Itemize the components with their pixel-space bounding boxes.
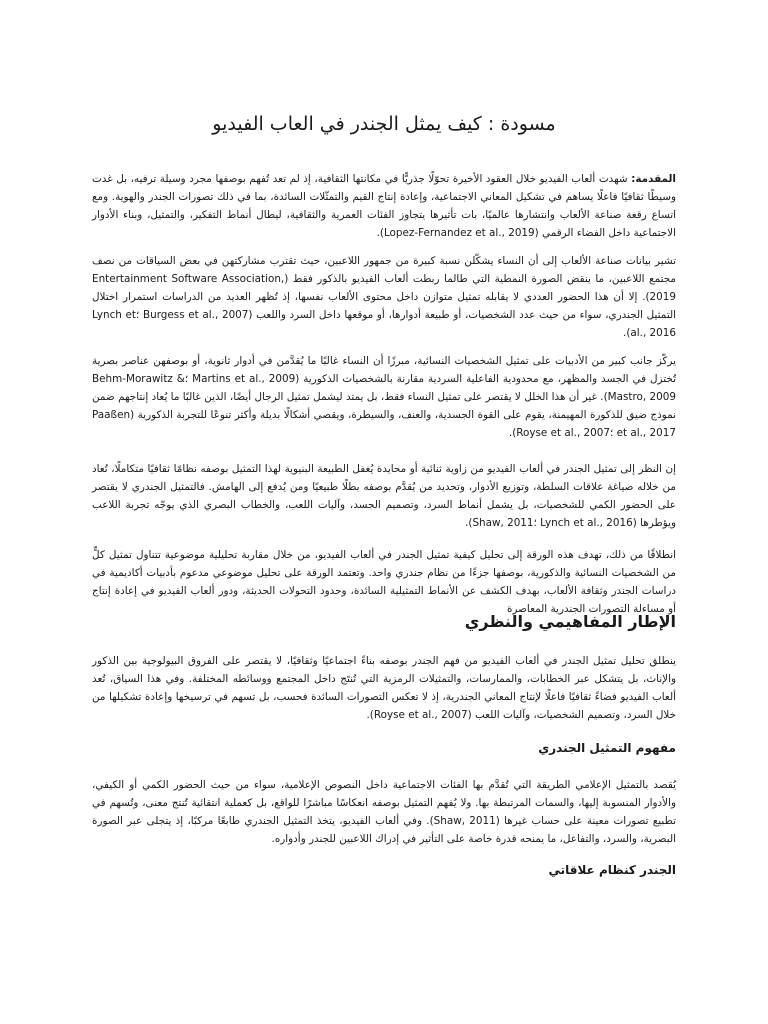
intro-paragraph	[92, 170, 676, 242]
document-title: مسودة : كيف يمثل الجندر في العاب الفيديو	[212, 113, 556, 135]
paragraph-2: تشير بيانات صناعة الألعاب إلى أن النساء يشكّلن نسبة كبيرة من جمهور اللاعبين، حيث تقترب مشاركتهن في بعض السياقات من نصف مجتمع اللاعبين، ما ينقض الصورة النمطية التي طالما ربطت ألعاب الفيديو بالذكور فقط (Entertainment Software Association, 2019). إلا أن هذا الحضور العددي لا يقابله تمثيل متوازن داخل محتوى الألعاب نفسها، إذ تُظهر العديد من الدراسات استمرار اختلال التمثيل الجندري، سواء من حيث عدد الشخصيات، أو طبيعة أدوارها، أو موقعها داخل السرد واللعب (Burgess et al., 2007 ؛Lynch et al., 2016).	[92, 255, 677, 339]
subsection-heading-relational: الجندر كنظام علاقاتي	[548, 863, 676, 877]
section-framework-text: ينطلق تحليل تمثيل الجندر في ألعاب الفيديو من فهم الجندر بوصفه بناءً اجتماعيًا وثقافيًا، لا يقتصر على الفروق البيولوجية بين الذكور والإناث، بل يتشكل عبر الخطابات، والممارسات، والتمثيلات الرمزية التي تُنتَج داخل المجتمع ووسائطه المختلفة. وفي هذا السياق، تُعد ألعاب الفيديو فضاءً ثقافيًا فاعلًا لإنتاج المعاني الجندرية، إذ لا تعكس التصورات السائدة فحسب، بل تسهم في ترسيخها وإعادة تشكيلها من خلال السرد، وتصميم الشخصيات، وآليات اللعب (Royse et al., 2007).	[92, 655, 676, 721]
paragraph-3: يركّز جانب كبير من الأدبيات على تمثيل الشخصيات النسائية، مبرزًا أن النساء غالبًا ما يُقدَّمن في أدوار ثانوية، أو بوصفهن عناصر بصرية تُختزل في الجسد والمظهر، مع محدودية الفاعلية السردية مقارنة بالشخصيات الذكورية (Martins et al., 2009 ؛Behm-Morawitz & Mastro, 2009). غير أن هذا الخلل لا يقتصر على تمثيل النساء فقط، بل يمتد ليشمل تمثيل الرجال أيضًا، الذين غالبًا ما يُعاد إنتاجهم ضمن نموذج ضيق للذكورة المهيمنة، يقوم على القوة الجسدية، والعنف، والسيطرة، ويقصي أشكالًا بديلة وأكثر تنوعًا للتجربة الذكورية (Paaßen et al., 2017 ؛Royse et al., 2007).	[92, 355, 677, 439]
paragraph-5: انطلاقًا من ذلك، تهدف هذه الورقة إلى تحليل كيفية تمثيل الجندر في ألعاب الفيديو، من خلال مقاربة تحليلية موضوعية تتناول تمثيل كلٍّ من الشخصيات النسائية والذكورية، بوصفها جزءًا من نظام جندري واحد. وتعتمد الورقة على تحليل موضوعي مدعوم بأدبيات أكاديمية في دراسات الجندر وثقافة الألعاب، بهدف الكشف عن الأنماط التمثيلية السائدة، وحدود التحولات الحديثة، ودور ألعاب الفيديو في إعادة إنتاج أو مساءلة التصورات الجندرية المعاصرة	[92, 549, 676, 615]
section-heading-framework: الإطار المفاهيمي والنظري	[464, 612, 676, 631]
paragraph-4: إن النظر إلى تمثيل الجندر في ألعاب الفيديو من زاوية ثنائية أو محايدة يُغفل الطبيعة البنيوية لهذا التمثيل بوصفه نظامًا ثقافيًا متكاملًا، تُعاد من خلاله صياغة علاقات السلطة، وتوزيع الأدوار، وتحديد من يُقدَّم بوصفه بطلًا طبيعيًا ومن يُدفع إلى الهامش. فالتمثيل الجندري لا يقتصر على الحضور الكمي للشخصيات، بل يشمل أنماط السرد، وتصميم الجسد، وآليات اللعب، والخطاب البصري الذي يوجّه تجربة اللاعب ويؤطرها (Lynch et al., 2016 ؛Shaw, 2011).	[92, 463, 676, 529]
intro-text: شهدت ألعاب الفيديو خلال العقود الأخيرة تحوّلًا جذريًّا في مكانتها الثقافية، إذ لم تعد تُفهم بوصفها مجرد وسيلة ترفيه، بل غدت وسيطًا ثقافيًا فاعلًا يساهم في تشكيل المعاني الاجتماعية، وإعادة إنتاج القيم والتمثّلات السائدة، بما في ذلك تصورات الجندر والهوية. ومع اتساع رقعة صناعة الألعاب وانتشارها عالميًا، بات تأثيرها يتجاوز الفئات العمرية والثقافية، ليطال أنماط التفكير، والتمثيل، وبناء الأدوار الاجتماعية داخل الفضاء الرقمي (Lopez-Fernandez et al., 2019).	[92, 173, 676, 239]
subsection-heading-representation: مفهوم التمثيل الجندري	[538, 741, 676, 755]
subsection-representation-text: يُقصد بالتمثيل الإعلامي الطريقة التي تُقدَّم بها الفئات الاجتماعية داخل النصوص الإعلامية، سواء من حيث الحضور الكمي أو الكيفي، والأدوار المنسوبة إليها، والسمات المرتبطة بها. ولا يُفهم التمثيل بوصفه انعكاسًا مباشرًا للواقع، بل كعملية انتقائية تُنتج معنى، وتُسهم في تطبيع تصورات معينة على حساب غيرها (Shaw, 2011). وفي ألعاب الفيديو، يتخذ التمثيل الجندري طابعًا مركبًا، إذ يتجلى عبر الصورة البصرية، والسرد، والتفاعل، ما يمنحه قدرة خاصة على التأثير في إدراك اللاعبين للجندر وأدواره.	[92, 779, 676, 845]
intro-lead: المقدمة:	[631, 173, 676, 185]
